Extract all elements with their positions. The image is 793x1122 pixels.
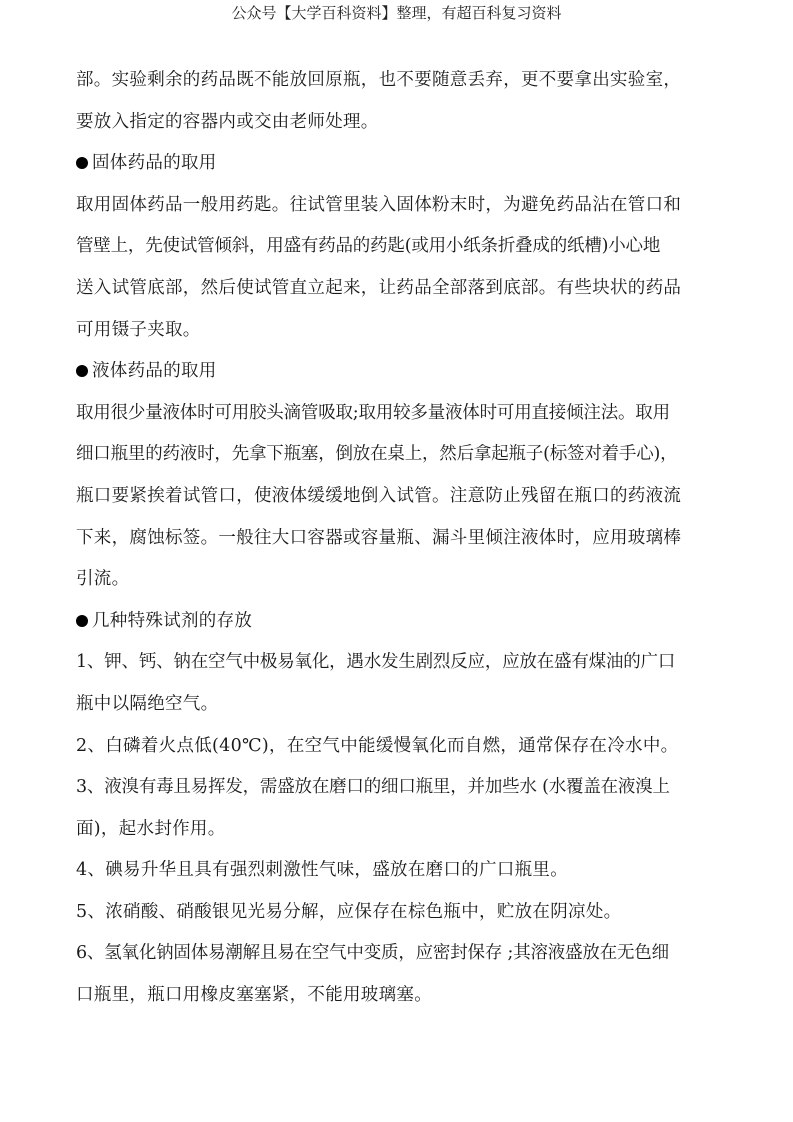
list-item: 1、钾、钙、钠在空气中极易氧化，遇水发生剧烈反应，应放在盛有煤油的广口 xyxy=(76,652,676,673)
paragraph-line: 要放入指定的容器内或交由老师处理。 xyxy=(76,111,379,132)
list-item-continuation: 瓶中以隔绝空气。 xyxy=(76,693,219,714)
section-heading-text: 液体药品的取用 xyxy=(92,361,217,382)
page-header: 公众号【大学百科资料】整理，有超百科复习资料 xyxy=(231,4,562,22)
paragraph-line: 引流。 xyxy=(76,569,130,590)
paragraph-line: 瓶口要紧挨着试管口，使液体缓缓地倒入试管。注意防止残留在瓶口的药液流 xyxy=(76,485,682,506)
section-heading-storage xyxy=(76,601,726,643)
list-item: 6、氢氧化钠固体易潮解且易在空气中变质，应密封保存 ;其溶液盛放在无色细 xyxy=(76,943,669,964)
section-heading-text: 固体药品的取用 xyxy=(92,153,217,174)
paragraph-line: 送入试管底部，然后使试管直立起来，让药品全部落到底部。有些块状的药品 xyxy=(76,277,682,298)
paragraph-line: 取用很少量液体时可用胶头滴管吸取;取用较多量液体时可用直接倾注法。取用 xyxy=(76,402,670,423)
list-item-continuation: 面)，起水封作用。 xyxy=(76,818,226,839)
list-item: 3、液溴有毒且易挥发，需盛放在磨口的细口瓶里，并加些水 (水覆盖在液溴上 xyxy=(76,777,670,798)
document-body xyxy=(76,60,726,1017)
list-item: 4、碘易升华且具有强烈刺激性气味，盛放在磨口的广口瓶里。 xyxy=(76,860,569,881)
paragraph-line: 下来，腐蚀标签。一般往大口容器或容量瓶、漏斗里倾注液体时，应用玻璃棒 xyxy=(76,527,682,548)
paragraph-line: 细口瓶里的药液时，先拿下瓶塞，倒放在桌上，然后拿起瓶子(标签对着手心)， xyxy=(76,444,678,465)
bullet-icon xyxy=(76,365,88,377)
paragraph-line: 部。实验剩余的药品既不能放回原瓶，也不要随意丢弃，更不要拿出实验室， xyxy=(76,70,682,90)
bullet-icon xyxy=(76,615,88,627)
paragraph-line: 可用镊子夹取。 xyxy=(76,319,201,340)
section-heading-solid xyxy=(76,143,726,185)
paragraph-line: 管壁上，先使试管倾斜，用盛有药品的药匙(或用小纸条折叠成的纸槽)小心地 xyxy=(76,236,661,257)
list-item: 2、白磷着火点低(40℃)，在空气中能缓慢氧化而自燃，通常保存在冷水中。 xyxy=(76,735,679,756)
section-heading-liquid xyxy=(76,351,726,393)
bullet-icon xyxy=(76,157,88,169)
list-item: 5、浓硝酸、硝酸银见光易分解，应保存在棕色瓶中，贮放在阴凉处。 xyxy=(76,901,622,922)
paragraph-line: 取用固体药品一般用药匙。往试管里装入固体粉末时，为避免药品沾在管口和 xyxy=(76,194,682,215)
list-item-continuation: 口瓶里，瓶口用橡皮塞塞紧，不能用玻璃塞。 xyxy=(76,985,432,1006)
section-heading-text: 几种特殊试剂的存放 xyxy=(92,610,253,631)
